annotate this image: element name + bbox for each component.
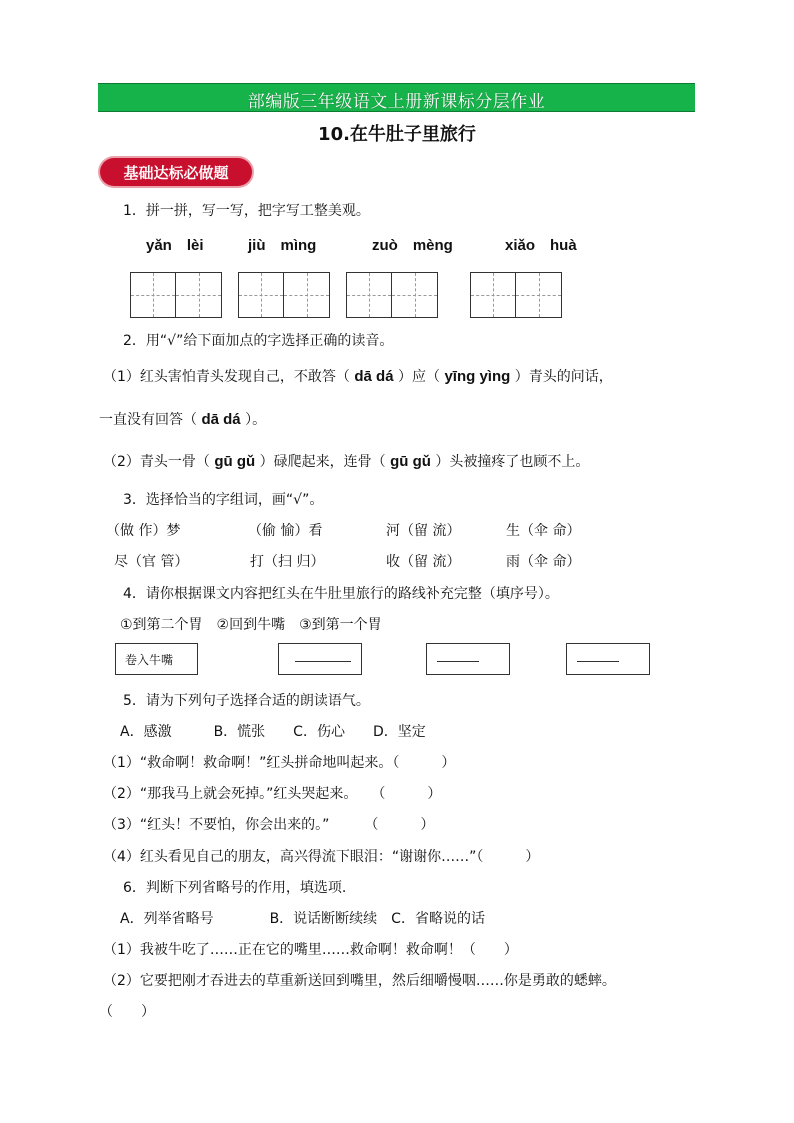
q4-options: ①到第二个胃 ②回到牛嘴 ③到第一个胃: [120, 617, 382, 633]
q2-s2-option-gu-2[interactable]: gū gǔ: [390, 453, 431, 470]
q2-s1-text-e: ）。: [245, 412, 267, 428]
q2-s2-text-b: ）碌爬起来，连骨（: [259, 454, 386, 470]
q5-options: A．感激 B．慌张 C．伤心 D．坚定: [120, 724, 426, 740]
q6-item-1[interactable]: （1）我被牛吃了……正在它的嘴里……救命啊！救命啊！（ ）: [103, 942, 518, 958]
answer-blank-line: [295, 661, 351, 662]
q6-options: A．列举省略号 B．说话断断续续 C．省略说的话: [120, 911, 485, 927]
q2-s1-text-d: 一直没有回答（: [99, 412, 197, 428]
q1-pinyin-2: jiù mìng: [248, 237, 317, 254]
q5-prompt: 5．请为下列句子选择合适的朗读语气。: [123, 693, 370, 709]
q6-item-2-answer[interactable]: （ ）: [99, 1004, 155, 1020]
route-box-answer-1[interactable]: [278, 643, 362, 675]
writing-grid-3[interactable]: [346, 272, 438, 318]
writing-cell[interactable]: [471, 273, 516, 317]
q2-s1-option-ying[interactable]: yīng yìng: [444, 368, 511, 385]
q2-s2-text-c: ）头被撞疼了也顾不上。: [435, 454, 590, 470]
writing-cell[interactable]: [131, 273, 176, 317]
q2-s1-text-b: ）应（: [398, 369, 440, 385]
q2-prompt: 2．用“√”给下面加点的字选择正确的读音。: [123, 333, 394, 349]
q3-word-choice[interactable]: 雨（伞 命）: [506, 554, 581, 570]
writing-grid-1[interactable]: [130, 272, 222, 318]
answer-blank-line: [437, 661, 479, 662]
q3-prompt: 3．选择恰当的字组词，画“√”。: [123, 492, 324, 508]
q5-item[interactable]: （4）红头看见自己的朋友，高兴得流下眼泪：“谢谢你……”（ ）: [103, 849, 540, 865]
q3-word-choice[interactable]: 打（扫 归）: [250, 554, 325, 570]
q2-s1-option-da-2[interactable]: dā dá: [201, 411, 241, 428]
q2-sentence-1-cont: [99, 409, 266, 429]
q4-prompt: 4．请你根据课文内容把红头在牛肚里旅行的路线补充完整（填序号）。: [123, 586, 559, 602]
section-badge: [100, 158, 252, 186]
q2-s2-option-gu[interactable]: gū gǔ: [214, 453, 256, 470]
q2-s1-text-c: ）青头的问话，: [514, 369, 613, 385]
q5-item[interactable]: （1）“救命啊！救命啊！”红头拼命地叫起来。（ ）: [103, 755, 456, 771]
q5-item[interactable]: （2）“那我马上就会死掉。”红头哭起来。 （ ）: [103, 786, 442, 802]
q1-pinyin-4: xiǎo huà: [505, 237, 577, 254]
writing-grid-2[interactable]: [238, 272, 330, 318]
q2-s2-text-a: （2）青头一骨（: [103, 454, 210, 470]
q5-item[interactable]: （3）“红头！不要怕，你会出来的。” （ ）: [103, 817, 435, 833]
q1-pinyin-1: yǎn lèi: [146, 237, 204, 254]
q3-word-choice[interactable]: 河（留 流）: [386, 523, 461, 539]
writing-cell[interactable]: [392, 273, 437, 317]
writing-grid-4[interactable]: [470, 272, 562, 318]
route-box-start-label: 卷入牛嘴: [125, 653, 174, 667]
series-banner-text: 部编版三年级语文上册新课标分层作业: [247, 92, 546, 112]
writing-cell[interactable]: [284, 273, 329, 317]
writing-cell[interactable]: [239, 273, 284, 317]
q6-item-2[interactable]: （2）它要把刚才吞进去的草重新送回到嘴里，然后细嚼慢咽……你是勇敢的蟋蟀。: [103, 973, 616, 989]
writing-cell[interactable]: [176, 273, 221, 317]
q3-word-choice[interactable]: （偷 愉）看: [248, 523, 323, 539]
writing-cell[interactable]: [347, 273, 392, 317]
q3-word-choice[interactable]: 尽（官 管）: [114, 554, 189, 570]
route-box-answer-3[interactable]: [566, 643, 650, 675]
q1-pinyin-3: zuò mèng: [372, 237, 453, 254]
route-box-start: [115, 643, 198, 675]
q3-word-choice[interactable]: （做 作）梦: [106, 523, 181, 539]
series-banner: [98, 83, 695, 112]
lesson-title: 10.在牛肚子里旅行: [318, 124, 476, 145]
answer-blank-line: [577, 661, 619, 662]
q6-prompt: 6．判断下列省略号的作用，填选项.: [123, 880, 347, 896]
q2-sentence-2: [103, 451, 589, 471]
q1-prompt: 1．拼一拼，写一写，把字写工整美观。: [123, 203, 370, 219]
q2-s1-option-da[interactable]: dā dá: [354, 368, 394, 385]
q3-word-choice[interactable]: 收（留 流）: [386, 554, 461, 570]
q2-s1-text-a: （1）红头害怕青头发现自己，不敢答（: [103, 369, 350, 385]
route-box-answer-2[interactable]: [426, 643, 510, 675]
q2-sentence-1: [103, 366, 613, 386]
writing-cell[interactable]: [516, 273, 561, 317]
q3-word-choice[interactable]: 生（伞 命）: [506, 523, 581, 539]
section-badge-label: 基础达标必做题: [123, 164, 229, 182]
